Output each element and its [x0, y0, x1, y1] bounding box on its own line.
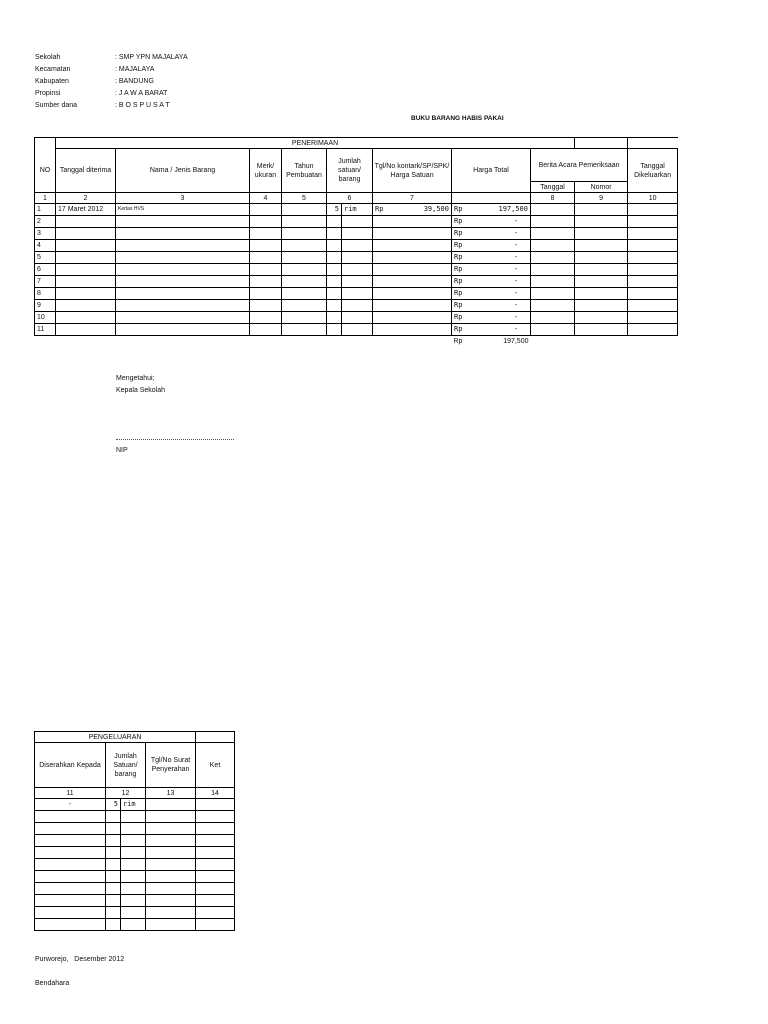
row-total: - — [475, 264, 531, 276]
penerimaan-group-end — [575, 138, 628, 149]
nip-label: NIP — [116, 447, 128, 454]
table-row — [35, 216, 678, 228]
pengeluaran-group-label: PENGELUARAN — [35, 732, 196, 743]
row-total-currency: Rp — [452, 276, 475, 288]
row-total: - — [475, 252, 531, 264]
row-total: - — [475, 228, 531, 240]
table-row — [35, 823, 235, 835]
info-label-kecamatan: Kecamatan — [35, 66, 71, 73]
bendahara-label: Bendahara — [35, 980, 70, 987]
header-tahun: Tahun Pembuatan — [282, 149, 327, 193]
col-number: 4 — [250, 193, 282, 204]
header-tanggal-diterima: Tanggal diterima — [56, 149, 116, 193]
row-tahun — [282, 204, 327, 216]
row-no: 9 — [35, 300, 56, 312]
col-number: 5 — [282, 193, 327, 204]
info-label-kabupaten: Kabupaten — [35, 78, 69, 85]
row-tanggal: 17 Maret 2012 — [56, 204, 116, 216]
row-total-currency: Rp — [452, 216, 475, 228]
header-diserahkan: Diserahkan Kepada — [35, 743, 106, 788]
row-total-currency: Rp — [452, 228, 475, 240]
row-total: - — [475, 288, 531, 300]
row-unit: rim — [121, 799, 146, 811]
row-total: - — [475, 312, 531, 324]
grand-total-row — [35, 336, 678, 347]
row-merk — [250, 204, 282, 216]
row-unit: rim — [342, 204, 373, 216]
table-row — [35, 252, 678, 264]
row-no: 7 — [35, 276, 56, 288]
page-title: BUKU BARANG HABIS PAKAI — [411, 115, 504, 122]
table-row — [35, 883, 235, 895]
row-no: 10 — [35, 312, 56, 324]
header-ba-tanggal: Tanggal — [531, 182, 575, 193]
col-number: 1 — [35, 193, 56, 204]
info-value-kabupaten: : BANDUNG — [115, 78, 154, 85]
row-total-currency: Rp — [452, 204, 475, 216]
pengeluaran-table — [34, 731, 235, 931]
table-row — [35, 835, 235, 847]
col-number: 13 — [146, 788, 196, 799]
row-ba-nomor — [575, 204, 628, 216]
col-number: 12 — [106, 788, 146, 799]
pengeluaran-group-end — [196, 732, 235, 743]
row-no: 1 — [35, 204, 56, 216]
row-total: - — [475, 324, 531, 336]
col-number: 8 — [531, 193, 575, 204]
table-row — [35, 300, 678, 312]
table-row — [35, 312, 678, 324]
row-qty: 5 — [327, 204, 342, 216]
row-total: - — [475, 216, 531, 228]
table-row — [35, 919, 235, 931]
header-ba-nomor: Nomor — [575, 182, 628, 193]
row-total-currency: Rp — [452, 312, 475, 324]
penerimaan-table — [34, 137, 678, 347]
signature-line — [116, 439, 234, 440]
col-number-empty — [452, 193, 531, 204]
table-row — [35, 859, 235, 871]
table-row — [35, 907, 235, 919]
row-ba-tanggal — [531, 204, 575, 216]
row-total: - — [475, 276, 531, 288]
info-value-sekolah: : SMP YPN MAJALAYA — [115, 54, 188, 61]
info-label-sekolah: Sekolah — [35, 54, 61, 61]
table-row — [35, 895, 235, 907]
row-no: 8 — [35, 288, 56, 300]
row-total-currency: Rp — [452, 252, 475, 264]
grand-total-currency: Rp — [453, 337, 463, 345]
row-no: 4 — [35, 240, 56, 252]
grand-total: 197,500 — [503, 337, 529, 345]
table-row — [35, 799, 235, 811]
info-label-sumber-dana: Sumber dana — [35, 102, 78, 109]
row-no: 5 — [35, 252, 56, 264]
penerimaan-corner — [35, 138, 56, 149]
header-no: NO — [35, 149, 56, 193]
row-nama: Kertas HVS — [116, 204, 250, 216]
info-label-propinsi: Propinsi — [35, 90, 61, 97]
row-qty: 5 — [106, 799, 121, 811]
row-total-currency: Rp — [452, 240, 475, 252]
header-tgl-surat: Tgl/No Surat Penyerahan — [146, 743, 196, 788]
table-row — [35, 847, 235, 859]
row-total-currency: Rp — [452, 288, 475, 300]
header-tgl-kontrak: Tgl/No kontark/SP/SPK/ Harga Satuan — [373, 149, 452, 193]
info-value-kecamatan: : MAJALAYA — [115, 66, 155, 73]
table-row — [35, 871, 235, 883]
info-value-propinsi: : J A W A BARAT — [115, 90, 168, 97]
header-nama-barang: Nama / Jenis Barang — [116, 149, 250, 193]
col-number: 9 — [575, 193, 628, 204]
row-no: 6 — [35, 264, 56, 276]
table-row — [35, 276, 678, 288]
row-total-currency: Rp — [452, 300, 475, 312]
penerimaan-group-label: PENERIMAAN — [56, 138, 575, 149]
row-diserahkan: - — [35, 799, 106, 811]
pengeluaran-column-number-row — [35, 788, 235, 799]
header-berita-acara: Berita Acara Pemeriksaan — [531, 149, 628, 182]
header-tanggal-dikeluarkan: Tanggal Dikeluarkan — [628, 149, 678, 193]
row-no: 3 — [35, 228, 56, 240]
row-total: - — [475, 300, 531, 312]
col-number: 7 — [373, 193, 452, 204]
table-row — [35, 240, 678, 252]
mengetahui-label: Mengetahui; — [116, 375, 155, 382]
row-no: 2 — [35, 216, 56, 228]
header-jumlah-keluar: Jumlah Satuan/ barang — [106, 743, 146, 788]
row-tgl-keluar — [628, 204, 678, 216]
row-total: 197,500 — [475, 204, 531, 216]
col-number: 6 — [327, 193, 373, 204]
col-number: 11 — [35, 788, 106, 799]
info-value-sumber-dana: : B O S P U S A T — [115, 102, 170, 109]
table-row — [35, 264, 678, 276]
column-number-row — [35, 193, 678, 204]
col-number: 14 — [196, 788, 235, 799]
table-row — [35, 811, 235, 823]
col-number: 2 — [56, 193, 116, 204]
row-total: - — [475, 240, 531, 252]
col-number: 3 — [116, 193, 250, 204]
header-harga-total: Harga Total — [452, 149, 531, 193]
header-jumlah: Jumlah satuan/ barang — [327, 149, 373, 193]
row-price: 39,500 — [423, 205, 449, 213]
row-total-currency: Rp — [452, 324, 475, 336]
row-price-currency: Rp — [375, 205, 384, 213]
row-total-currency: Rp — [452, 264, 475, 276]
col-number: 10 — [628, 193, 678, 204]
kepala-sekolah-label: Kepala Sekolah — [116, 387, 166, 394]
row-no: 11 — [35, 324, 56, 336]
header-ket: Ket — [196, 743, 235, 788]
table-row — [35, 204, 678, 216]
row-harga-satuan — [373, 204, 452, 216]
table-row — [35, 228, 678, 240]
place-date: Purworejo, Desember 2012 — [35, 956, 125, 963]
table-row — [35, 324, 678, 336]
table-row — [35, 288, 678, 300]
penerimaan-edge — [628, 138, 678, 149]
header-merk: Merk/ ukuran — [250, 149, 282, 193]
